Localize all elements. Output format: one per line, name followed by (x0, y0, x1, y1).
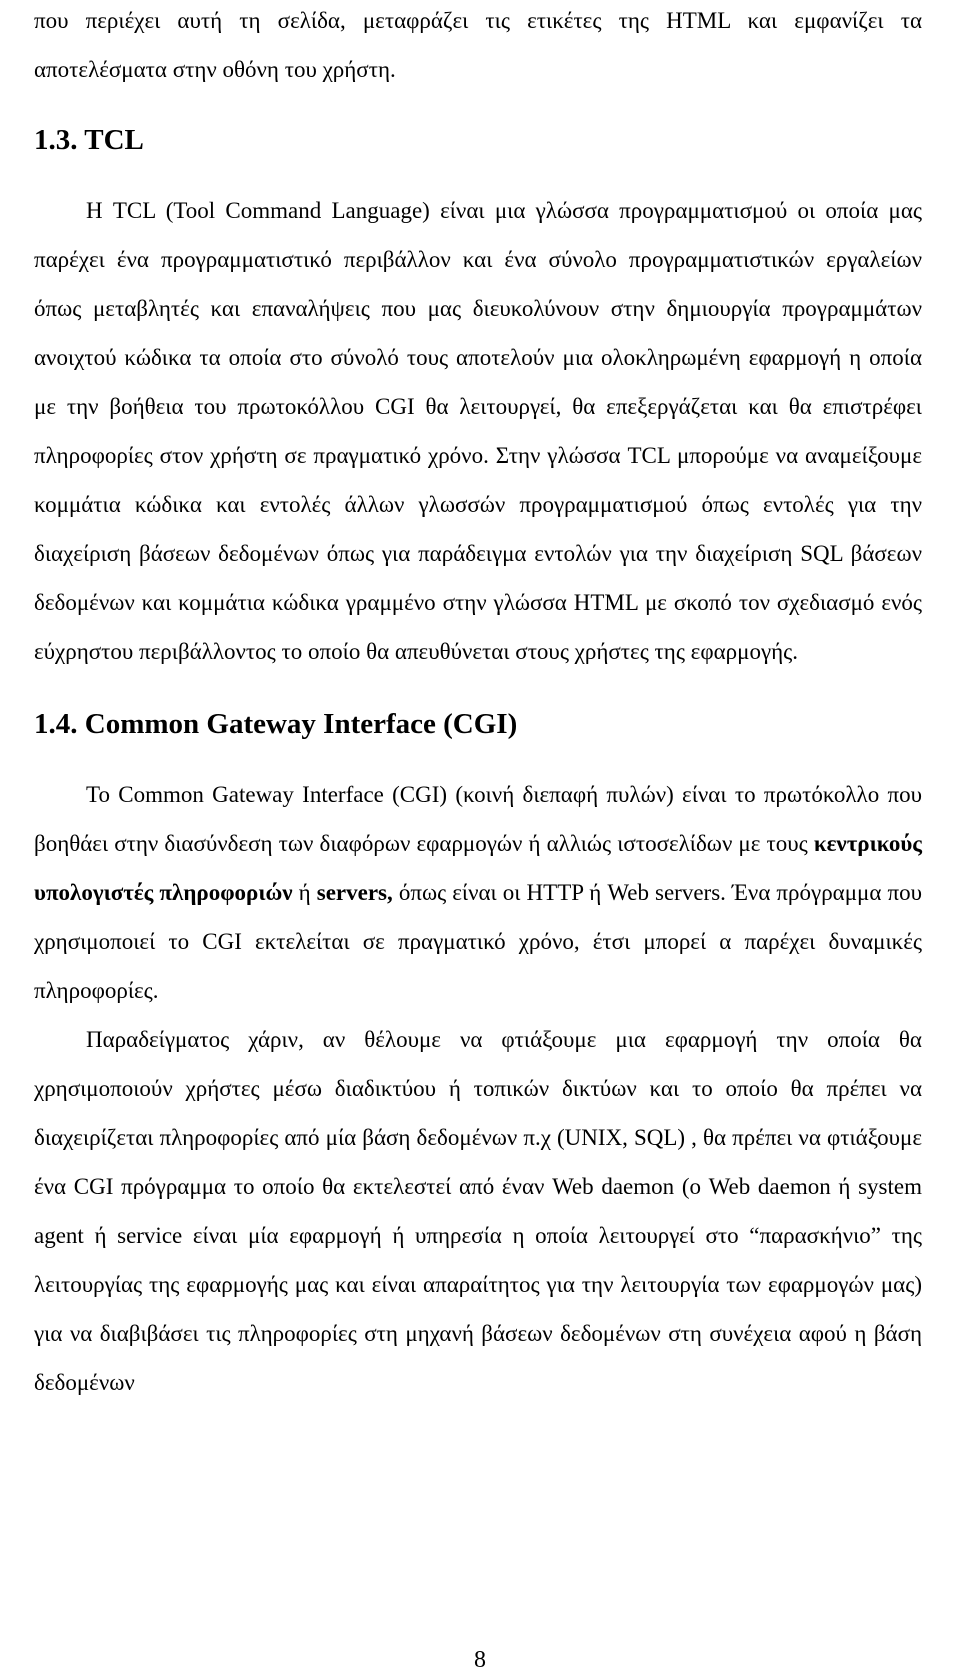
cgi-paragraph-1 (34, 770, 922, 1015)
cgi-paragraph-1-text-b: ή (292, 880, 317, 905)
section-heading-tcl: 1.3. TCL (34, 124, 144, 156)
cgi-paragraph-1-text-a: Το Common Gateway Interface (CGI) (κοινή διεπαφή πυλών) είναι το πρωτόκολλο που βοηθάει στην διασύνδεση των διαφόρων εφαρμογών ή αλλιώς ιστοσελίδων με τους (34, 782, 922, 856)
tcl-paragraph: Η TCL (Tool Command Language) είναι μια γλώσσα προγραμματισμού οι οποία μας παρέχει ένα προγραμματιστικό περιβάλλον και ένα σύνολο προγραμματιστικών εργαλείων όπως μεταβλητές και επαναλήψεις που μας διευκολύνουν στην δημιουργία προγραμμάτων ανοιχτού κώδικα τα οποία στο σύνολό τους αποτελούν μια ολοκληρωμένη εφαρμογή η οποία με την βοήθεια του πρωτοκόλλου CGI θα λειτουργεί, θα επεξεργάζεται και θα επιστρέφει πληροφορίες στον χρήστη σε πραγματικό χρόνο. Στην γλώσσα TCL μπορούμε να αναμείξουμε κομμάτια κώδικα και εντολές άλλων γλωσσών προγραμματισμού όπως εντολές για την διαχείριση βάσεων δεδομένων όπως για παράδειγμα εντολών για την διαχείριση SQL βάσεων δεδομένων και κομμάτια κώδικα γραμμένο στην γλώσσα HTML με σκοπό τον σχεδιασμό ενός εύχρηστου περιβάλλοντος το οποίο θα απευθύνεται στους χρήστες της εφαρμογής. (34, 198, 922, 664)
continuation-paragraph: που περιέχει αυτή τη σελίδα, μεταφράζει τις ετικέτες της HTML και εμφανίζει τα αποτελέσματα στην οθόνη του χρήστη. (34, 8, 922, 82)
cgi-paragraph-1-text-c: όπως είναι οι HTTP ή Web servers. Ένα πρόγραμμα που χρησιμοποιεί το CGI εκτελείται σε πραγματικό χρόνο, έτσι μπορεί α παρέχει δυναμικές πληροφορίες. (34, 880, 922, 1003)
page-number: 8 (474, 1647, 486, 1673)
section-heading-cgi: 1.4. Common Gateway Interface (CGI) (34, 708, 518, 740)
cgi-paragraph-1-bold-servers: servers, (316, 880, 393, 905)
cgi-paragraph-2: Παραδείγματος χάριν, αν θέλουμε να φτιάξουμε μια εφαρμογή την οποία θα χρησιμοποιούν χρήστες μέσω διαδικτύου ή τοπικών δικτύων και το οποίο θα πρέπει να διαχειρίζεται πληροφορίες από μία βάση δεδομένων π.χ (UNIX, SQL) , θα πρέπει να φτιάξουμε ένα CGI πρόγραμμα το οποίο θα εκτελεστεί από έναν Web daemon (ο Web daemon ή system agent ή service είναι μία εφαρμογή ή υπηρεσία η οποία λειτουργεί στο “παρασκήνιο” της λειτουργίας της εφαρμογής μας και είναι απαραίτητος για την λειτουργία των εφαρμογών μας) για να διαβιβάσει τις πληροφορίες στη μηχανή βάσεων δεδομένων στη συνέχεια αφού η βάση δεδομένων (34, 1027, 922, 1395)
cgi-paragraph-1-bold-servers-greek: κεντρικούς υπολογιστές πληροφοριών (34, 831, 922, 905)
